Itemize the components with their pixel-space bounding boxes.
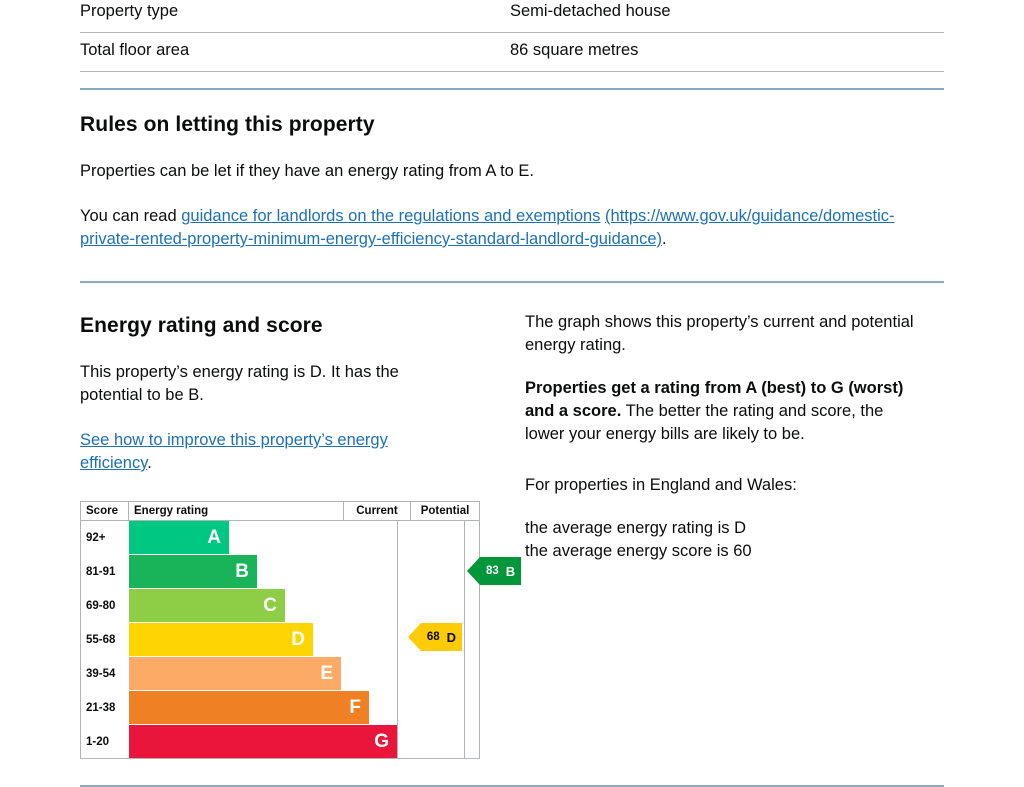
epc-band-bar: E bbox=[129, 657, 341, 690]
rating-explainer-text bbox=[525, 377, 925, 446]
epc-band-bar: D bbox=[129, 623, 313, 656]
epc-bands bbox=[81, 521, 398, 758]
epc-potential-column bbox=[465, 521, 533, 758]
summary-key: Total floor area bbox=[80, 41, 190, 59]
epc-band-score: 39-54 bbox=[86, 667, 116, 680]
epc-potential-band: B bbox=[505, 563, 516, 579]
epc-band-bar: A bbox=[129, 521, 229, 554]
epc-band-bar: C bbox=[129, 589, 285, 622]
epc-band-bar: F bbox=[129, 691, 369, 724]
epc-band-score: 69-80 bbox=[86, 599, 116, 612]
section-divider bbox=[80, 281, 944, 283]
epc-column-potential: Potential bbox=[420, 505, 470, 517]
guidance-prefix-text: You can read bbox=[80, 207, 182, 225]
landlord-guidance-link[interactable]: guidance for landlords on the regulations and exemptions bbox=[181, 207, 601, 225]
epc-column-rating: Energy rating bbox=[129, 502, 344, 520]
epc-band-score: 21-38 bbox=[86, 701, 116, 714]
letting-rules-heading: Rules on letting this property bbox=[80, 113, 375, 136]
epc-rating-graph bbox=[80, 501, 516, 759]
epc-band-c bbox=[81, 589, 397, 623]
epc-current-marker bbox=[408, 623, 462, 651]
epc-band-b bbox=[81, 555, 397, 589]
table-row bbox=[80, 33, 944, 72]
letting-rules-intro: Properties can be let if they have an energy rating from A to E. bbox=[80, 162, 535, 180]
graph-intro-text: The graph shows this property’s current and potential energy rating. bbox=[525, 313, 914, 354]
epc-current-column bbox=[398, 521, 465, 758]
epc-current-band: D bbox=[446, 629, 456, 645]
region-averages bbox=[525, 517, 925, 563]
summary-value: 86 square metres bbox=[510, 41, 639, 59]
improve-efficiency-link[interactable]: See how to improve this property’s energy efficiency bbox=[80, 431, 388, 472]
epc-band-e bbox=[81, 657, 397, 691]
epc-potential-marker bbox=[467, 557, 521, 585]
epc-column-score: Score bbox=[81, 502, 129, 520]
energy-rating-summary: This property’s energy rating is D. It has the potential to be B. bbox=[80, 363, 399, 404]
energy-right-column bbox=[525, 305, 925, 759]
epc-band-bar: G bbox=[129, 725, 397, 758]
epc-column-current: Current bbox=[344, 502, 411, 520]
epc-graph-header bbox=[81, 502, 479, 521]
epc-band-score: 81-91 bbox=[86, 565, 116, 578]
epc-graph-body bbox=[81, 521, 516, 758]
energy-rating-heading: Energy rating and score bbox=[80, 314, 323, 337]
arrow-point-icon bbox=[467, 557, 480, 585]
average-score-line: the average energy score is 60 bbox=[525, 542, 752, 560]
epc-arrow-columns bbox=[398, 521, 533, 758]
rating-explainer-bold: Properties get a rating from A (best) to G (worst) and a score. bbox=[525, 379, 904, 420]
epc-band-score: 1-20 bbox=[86, 735, 110, 748]
improve-link-suffix: . bbox=[147, 454, 152, 472]
improve-efficiency-paragraph bbox=[80, 429, 410, 475]
epc-band-score: 92+ bbox=[86, 531, 106, 544]
average-rating-line: the average energy rating is D bbox=[525, 519, 747, 537]
epc-band-f bbox=[81, 691, 397, 725]
landlord-guidance-url[interactable]: (https://www.gov.uk/guidance/domestic-private-rented-property-minimum-energy-efficiency-standard-landlord-guidance) bbox=[80, 207, 895, 248]
arrow-point-icon bbox=[408, 623, 421, 651]
property-summary-table bbox=[80, 0, 944, 72]
guidance-suffix-text: . bbox=[662, 230, 667, 248]
summary-value: Semi-detached house bbox=[510, 2, 671, 20]
epc-potential-score: 83 bbox=[486, 565, 499, 577]
epc-current-label bbox=[421, 623, 462, 651]
table-row bbox=[80, 0, 944, 33]
epc-potential-label bbox=[480, 557, 521, 585]
epc-document-page bbox=[80, 0, 944, 787]
rating-explainer-rest: The better the rating and score, the lower your energy bills are likely to be. bbox=[525, 402, 884, 443]
epc-band-g bbox=[81, 725, 397, 758]
energy-rating-section bbox=[80, 305, 944, 759]
summary-key: Property type bbox=[80, 2, 179, 20]
epc-band-score: 55-68 bbox=[86, 633, 116, 646]
region-intro-text: For properties in England and Wales: bbox=[525, 476, 797, 494]
section-divider bbox=[80, 88, 944, 90]
epc-band-d bbox=[81, 623, 397, 657]
landlord-guidance-paragraph bbox=[80, 205, 944, 251]
epc-band-a bbox=[81, 521, 397, 555]
epc-band-bar: B bbox=[129, 555, 257, 588]
epc-current-score: 68 bbox=[426, 631, 440, 643]
energy-left-column bbox=[80, 305, 525, 759]
